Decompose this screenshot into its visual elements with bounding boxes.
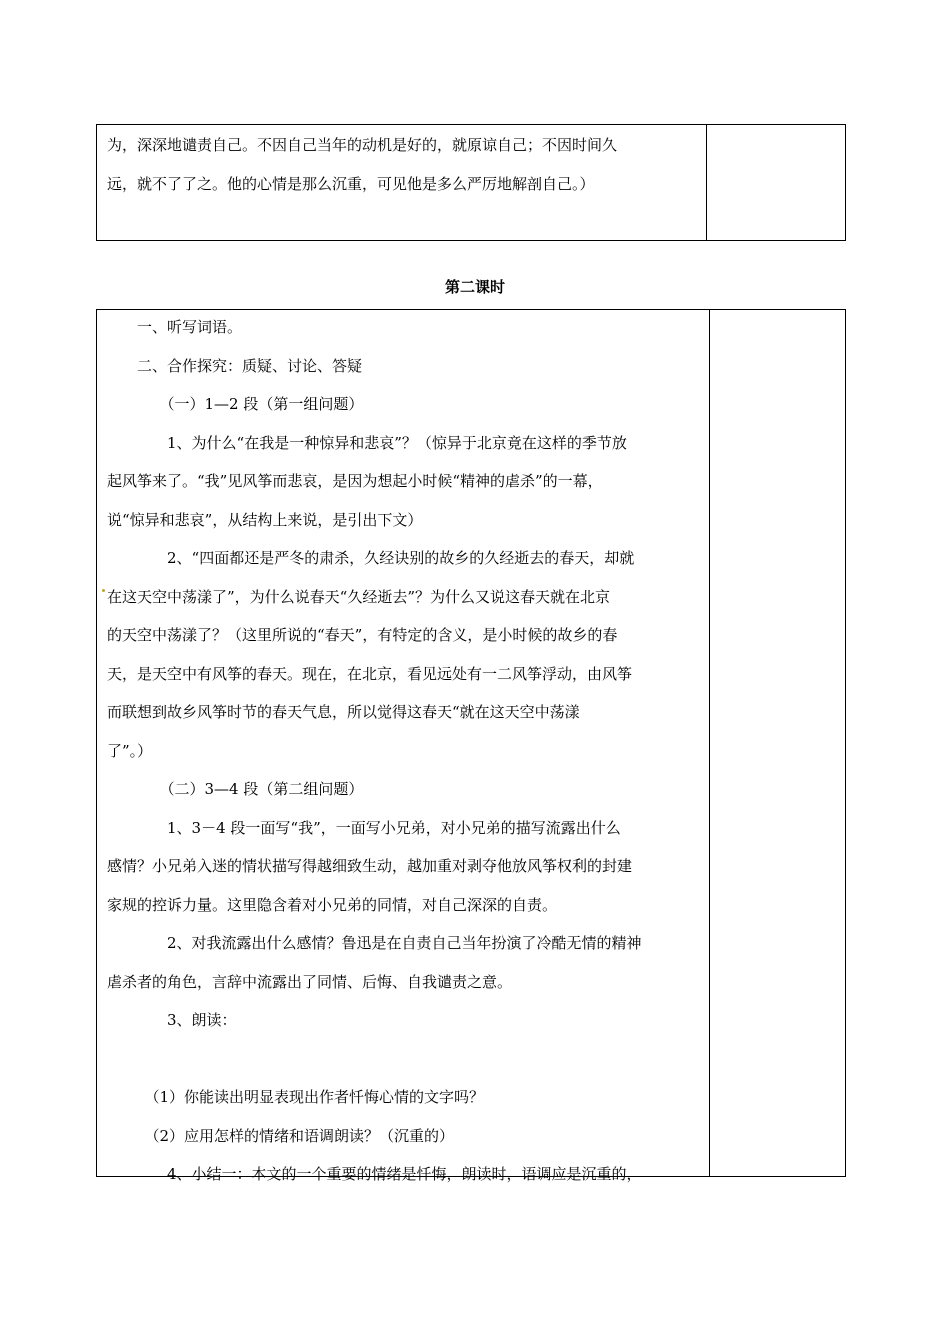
text-line: 虐杀者的角色，言辞中流露出了同情、后悔、自我谴责之意。 (107, 972, 513, 991)
text-line: 二、合作探究：质疑、讨论、答疑 (107, 356, 363, 375)
text-line: 说“惊异和悲哀”，从结构上来说，是引出下文） (107, 510, 423, 529)
text-line: 一、听写词语。 (107, 318, 243, 336)
text-line: （一）1—2 段（第一组问题） (107, 395, 364, 413)
main-table-content-cell (107, 308, 705, 1194)
stray-mark (102, 589, 105, 592)
text-line: 天，是天空中有风筝的春天。现在，在北京，看见远处有一二风筝浮动，由风筝 (107, 664, 633, 683)
top-table-notes-cell (707, 125, 846, 240)
text-line: 而联想到故乡风筝时节的春天气息，所以觉得这春天“就在这天空中荡漾 (107, 703, 580, 721)
text-line: 3、朗读： (107, 1011, 237, 1029)
text-line: 4、小结一：本文的一个重要的情绪是忏悔，朗读时，语调应是沉重的， (107, 1165, 642, 1183)
text-line: （1）你能读出明显表现出作者忏悔心情的文字吗？ (107, 1088, 485, 1106)
blank-line (107, 1040, 705, 1079)
text-line: 在这天空中荡漾了”，为什么说春天“久经逝去”？为什么又说这春天就在北京 (107, 587, 611, 606)
text-line: （二）3—4 段（第二组问题） (107, 780, 364, 798)
text-line: 远，就不了了之。他的心情是那么沉重，可见他是多么严厉地解剖自己。） (107, 174, 595, 193)
text-line: 了”。） (107, 741, 153, 760)
text-line: 为，深深地谴责自己。不因自己当年的动机是好的，就原谅自己；不因时间久 (107, 136, 618, 154)
text-line: 2、“四面都还是严冬的肃杀，久经诀别的故乡的久经逝去的春天，却就 (107, 549, 635, 567)
top-table-content-cell (107, 126, 702, 203)
main-table (96, 309, 846, 1183)
text-line: 家规的控诉力量。这里隐含着对小兄弟的同情，对自己深深的自责。 (107, 895, 558, 914)
text-line: （2）应用怎样的情绪和语调朗读？（沉重的） (107, 1126, 455, 1145)
section-title: 第二课时 (444, 278, 505, 296)
text-line: 2、对我流露出什么感情？鲁迅是在自责自己当年扮演了冷酷无情的精神 (107, 934, 642, 952)
text-line: 1、为什么“在我是一种惊异和悲哀”？（惊异于北京竟在这样的季节放 (107, 433, 627, 452)
text-line: 的天空中荡漾了？（这里所说的“春天”，有特定的含义，是小时候的故乡的春 (107, 626, 618, 644)
text-line: 1、3－4 段一面写“我”，一面写小兄弟，对小兄弟的描写流露出什么 (107, 818, 621, 837)
text-line: 起风筝来了。“我”见风筝而悲哀，是因为想起小时候“精神的虐杀”的一幕， (107, 472, 603, 490)
text-line: 感情？小兄弟入迷的情状描写得越细致生动，越加重对剥夺他放风筝权利的封建 (107, 857, 633, 875)
main-table-notes-cell (710, 310, 846, 1176)
top-table (96, 124, 846, 241)
